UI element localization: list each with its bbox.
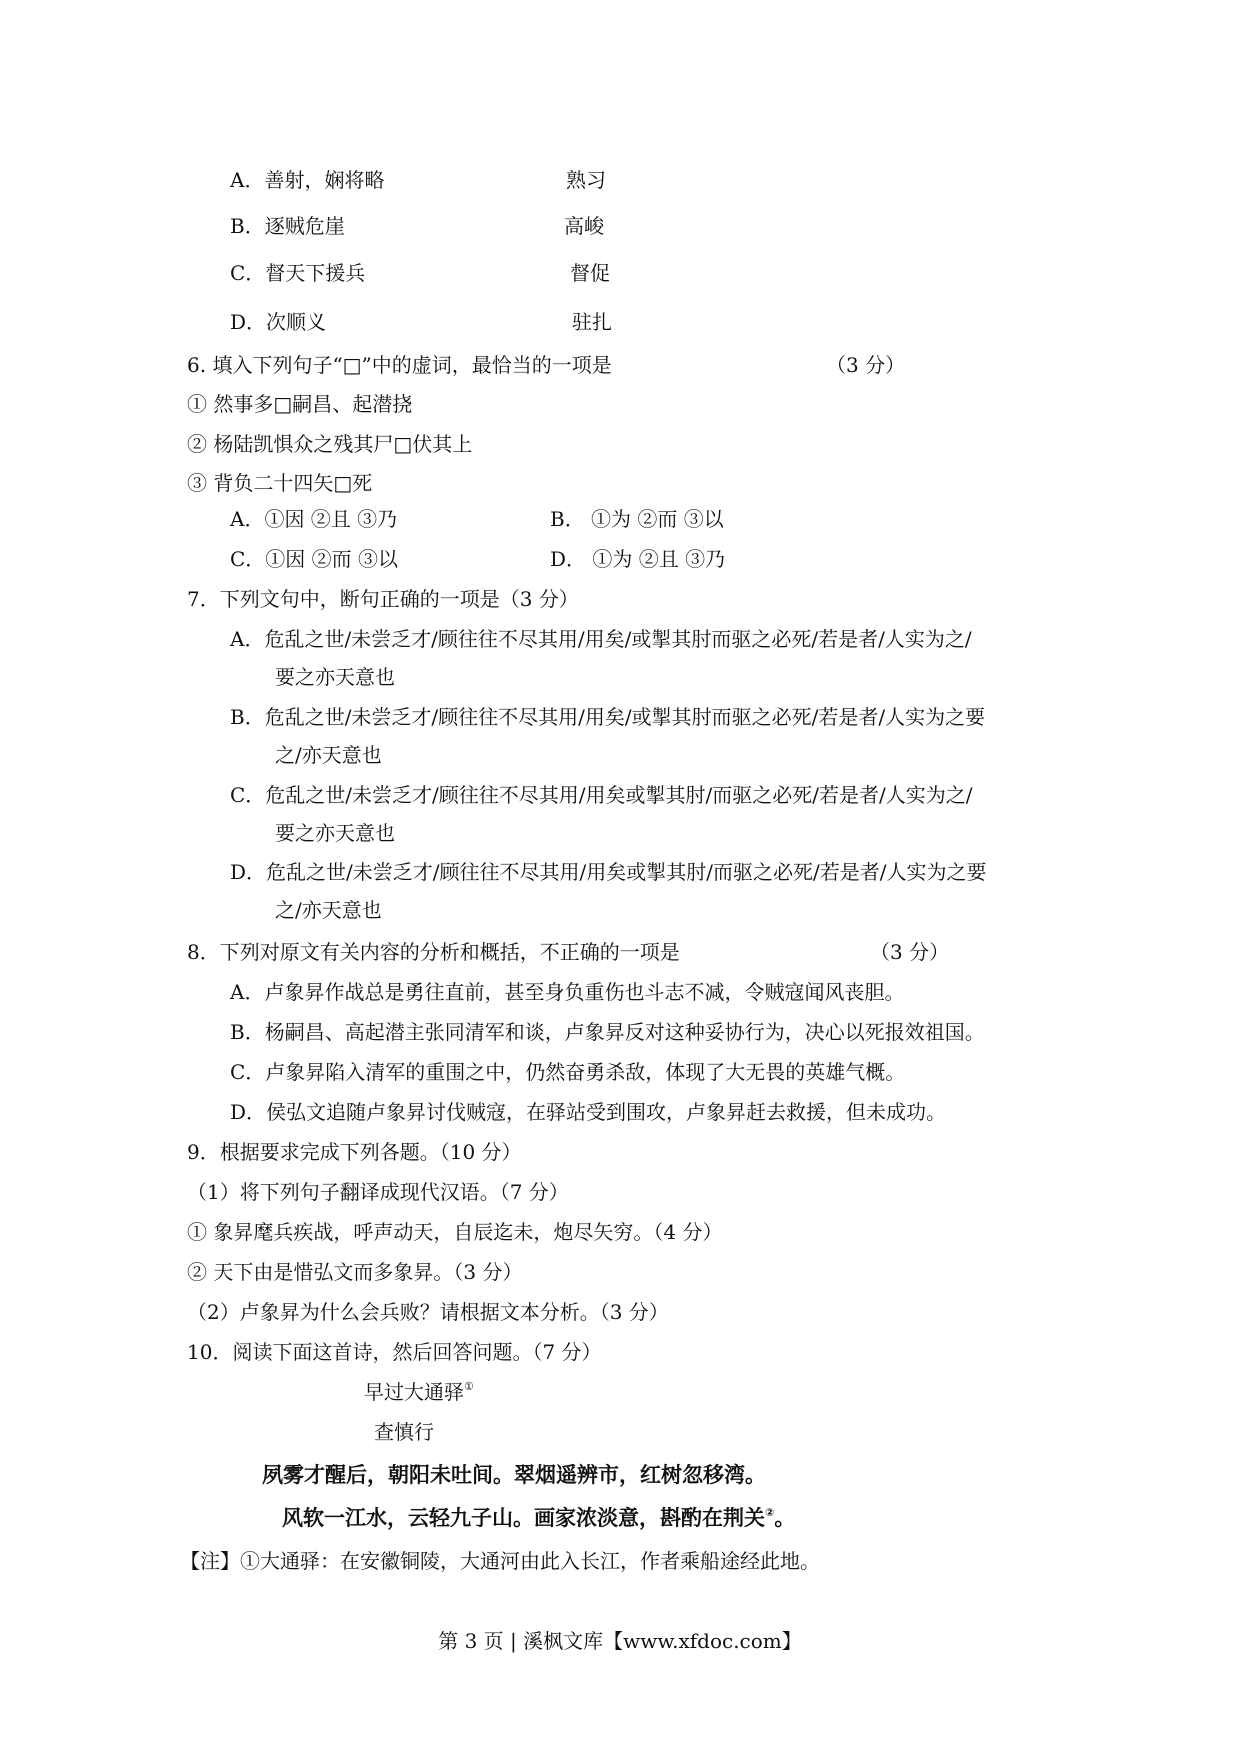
q6-stem: 6. 填入下列句子“□”中的虚词，最恰当的一项是 [187, 353, 612, 377]
q6-score: （3 分） [826, 353, 906, 377]
poem-note: 【注】①大通驿：在安徽铜陵，大通河由此入长江，作者乘船途经此地。 [180, 1549, 820, 1573]
q8-option-a: A．卢象昇作战总是勇往直前，甚至身负重伤也斗志不减，令贼寇闻风丧胆。 [230, 980, 905, 1004]
q6-sentence-2: ② 杨陆凯惧众之残其尸□伏其上 [187, 432, 473, 456]
q7-option-d-line2: 之/亦天意也 [275, 898, 382, 922]
poem-title-text: 早过大通驿 [364, 1380, 464, 1404]
q8-option-c: C．卢象昇陷入清军的重围之中，仍然奋勇杀敌，体现了大无畏的英雄气概。 [230, 1060, 906, 1084]
q6-sentence-3: ③ 背负二十四矢□死 [187, 471, 373, 495]
poem-line-2-footnote-mark: ② [765, 1506, 775, 1519]
poem-title-footnote-mark: ① [464, 1380, 474, 1393]
q6-option-a: A．①因 ②且 ③乃 [230, 507, 398, 531]
q5-option-d: D．次顺义 [230, 310, 327, 334]
q8-stem: 8．下列对原文有关内容的分析和概括，不正确的一项是 [187, 940, 680, 964]
q7-option-b-line2: 之/亦天意也 [275, 743, 382, 767]
q8-option-d: D．侯弘文追随卢象昇讨伐贼寇，在驿站受到围攻，卢象昇赶去救援，但未成功。 [230, 1100, 947, 1124]
q6-option-d: D． ①为 ②且 ③乃 [550, 547, 726, 571]
q7-option-b-line1: B．危乱之世/未尝乏才/顾往往不尽其用/用矣/或掣其肘而驱之必死/若是者/人实为之要 [230, 705, 986, 729]
poem-line-1: 夙雾才醒后，朝阳未吐间。翠烟遥辨市，红树忽移湾。 [262, 1463, 766, 1487]
q10-stem: 10．阅读下面这首诗，然后回答问题。（7 分） [187, 1340, 602, 1364]
q6-sentence-1: ① 然事多□嗣昌、起潜挠 [187, 392, 413, 416]
q5-option-a-gloss: 熟习 [566, 168, 606, 192]
q9-sub2: （2）卢象昇为什么会兵败？请根据文本分析。（3 分） [187, 1300, 669, 1324]
q5-option-c: C．督天下援兵 [230, 261, 366, 285]
q7-option-a-line2: 要之亦天意也 [275, 665, 395, 689]
q7-option-c-line1: C．危乱之世/未尝乏才/顾往往不尽其用/用矣或掣其肘/而驱之必死/若是者/人实为之/ [230, 783, 973, 807]
q5-option-d-gloss: 驻扎 [572, 310, 612, 334]
q7-option-a-line1: A．危乱之世/未尝乏才/顾往往不尽其用/用矣/或掣其肘而驱之必死/若是者/人实为之/ [230, 627, 972, 651]
poem-line-2 [282, 1503, 795, 1533]
q7-stem: 7．下列文句中，断句正确的一项是（3 分） [187, 587, 579, 611]
q9-sentence-2: ② 天下由是惜弘文而多象昇。（3 分） [187, 1260, 523, 1284]
page-footer: 第 3 页 | 溪枫文库【www.xfdoc.com】 [438, 1629, 802, 1653]
q5-option-c-gloss: 督促 [570, 261, 610, 285]
q5-option-b: B．逐贼危崖 [230, 214, 345, 238]
q8-option-b: B．杨嗣昌、高起潜主张同清军和谈，卢象昇反对这种妥协行为，决心以死报效祖国。 [230, 1020, 985, 1044]
q5-option-a: A．善射，娴将略 [230, 168, 385, 192]
poem-line-2-text: 风软一江水，云轻九子山。画家浓淡意，斟酌在荆关 [282, 1506, 765, 1530]
q5-option-b-gloss: 高峻 [564, 214, 604, 238]
poem-line-2-end: 。 [774, 1506, 796, 1530]
q9-sentence-1: ① 象昇麾兵疾战，呼声动天，自辰迄未，炮尽矢穷。（4 分） [187, 1220, 723, 1244]
q6-option-b: B． ①为 ②而 ③以 [550, 507, 724, 531]
q6-option-c: C．①因 ②而 ③以 [230, 547, 399, 571]
q9-sub1: （1）将下列句子翻译成现代汉语。（7 分） [187, 1180, 569, 1204]
poem-title [364, 1378, 474, 1406]
q8-score: （3 分） [870, 940, 950, 964]
q7-option-d-line1: D．危乱之世/未尝乏才/顾往往不尽其用/用矣或掣其肘/而驱之必死/若是者/人实为之要 [230, 860, 987, 884]
q7-option-c-line2: 要之亦天意也 [275, 821, 395, 845]
q9-stem: 9．根据要求完成下列各题。（10 分） [187, 1140, 522, 1164]
poem-author: 查慎行 [374, 1420, 434, 1444]
